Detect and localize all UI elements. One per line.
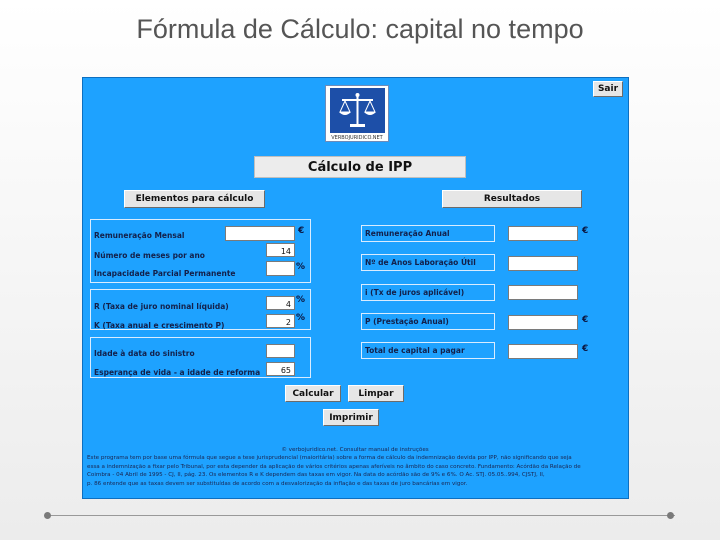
applied-rate-output (508, 285, 578, 300)
monthly-pay-unit: € (298, 226, 305, 236)
clear-button[interactable]: Limpar (348, 385, 404, 402)
footer-line: Coimbra - 04 Abril de 1995 - CJ, II, pág. 23. Os elementos R e K dependem das taxas em vigor. Na data do acórdão são de 9% e 6%. O Ac. STJ. 05.05..994, CJSTJ, II, (87, 472, 545, 479)
disability-unit: % (296, 262, 306, 272)
logo-caption: VERBOJURIDICO.NET (331, 135, 383, 141)
life-expectancy-label: Esperança de vida - a idade de reforma (94, 368, 261, 377)
annual-pay-unit: € (582, 226, 589, 236)
disability-input[interactable] (266, 261, 295, 276)
annual-pay-output (508, 226, 578, 241)
total-capital-unit: € (582, 344, 589, 354)
total-capital-label: Total de capital a pagar (361, 342, 495, 359)
annual-pay-label: Remuneração Anual (361, 225, 495, 242)
months-per-year-label: Número de meses por ano (94, 251, 205, 260)
interest-rate-label: R (Taxa de juro nominal líquida) (94, 302, 229, 311)
growth-rate-input[interactable]: 2 (266, 314, 295, 328)
total-capital-output (508, 344, 578, 359)
ipp-calculator-window (82, 77, 629, 499)
bullet-dot-icon (44, 512, 51, 519)
slide-title: Fórmula de Cálculo: capital no tempo (136, 14, 584, 44)
footer-line: Este programa tem por base uma fórmula que segue a tese jurisprudencial (maioritária) sobre a forma de cálculo da indemnização devida por IPP, não significando que seja (87, 455, 572, 462)
calculate-button[interactable]: Calcular (285, 385, 341, 402)
slide-divider (48, 515, 675, 516)
age-input[interactable] (266, 344, 295, 358)
footer-title: © verbojuridico.net. Consultar manual de instruções (281, 447, 429, 453)
growth-rate-unit: % (296, 313, 306, 323)
footer-line: essa a indemnização a fixar pelo Tribunal, por esta depender da aplicação de vários critérios apenas aferíveis no âmbito do caso concreto. Fundamento: Acórdão da Relação de (87, 463, 581, 470)
working-years-output (508, 256, 578, 271)
annual-payment-output (508, 315, 578, 330)
annual-payment-unit: € (582, 315, 589, 325)
monthly-pay-input[interactable] (225, 226, 295, 241)
applied-rate-label: i (Tx de juros aplicável) (361, 284, 495, 301)
disability-label: Incapacidade Parcial Permanente (94, 269, 236, 278)
interest-rate-input[interactable]: 4 (266, 296, 295, 310)
scales-of-justice-icon (330, 88, 385, 133)
form-title: Cálculo de IPP (254, 156, 466, 178)
print-button[interactable]: Imprimir (323, 409, 379, 426)
life-expectancy-input[interactable]: 65 (266, 362, 295, 376)
footer-line: p. 86 entende que as taxas devem ser substituídas de acordo com a desvalorização da inflação e das taxas de juro bancárias em vigor. (87, 480, 468, 487)
annual-payment-label: P (Prestação Anual) (361, 313, 495, 330)
verbojuridico-logo (325, 85, 389, 142)
bullet-dot-icon (667, 512, 674, 519)
working-years-label: Nº de Anos Laboração Útil (361, 254, 495, 271)
results-header-button[interactable]: Resultados (442, 190, 582, 208)
months-per-year-input[interactable]: 14 (266, 243, 295, 257)
age-label: Idade à data do sinistro (94, 349, 195, 358)
interest-rate-unit: % (296, 295, 306, 305)
exit-button[interactable]: Sair (593, 81, 623, 97)
monthly-pay-label: Remuneração Mensal (94, 231, 185, 240)
inputs-header-button[interactable]: Elementos para cálculo (124, 190, 265, 208)
growth-rate-label: K (Taxa anual e crescimento P) (94, 321, 225, 330)
footer-notes (87, 446, 623, 488)
